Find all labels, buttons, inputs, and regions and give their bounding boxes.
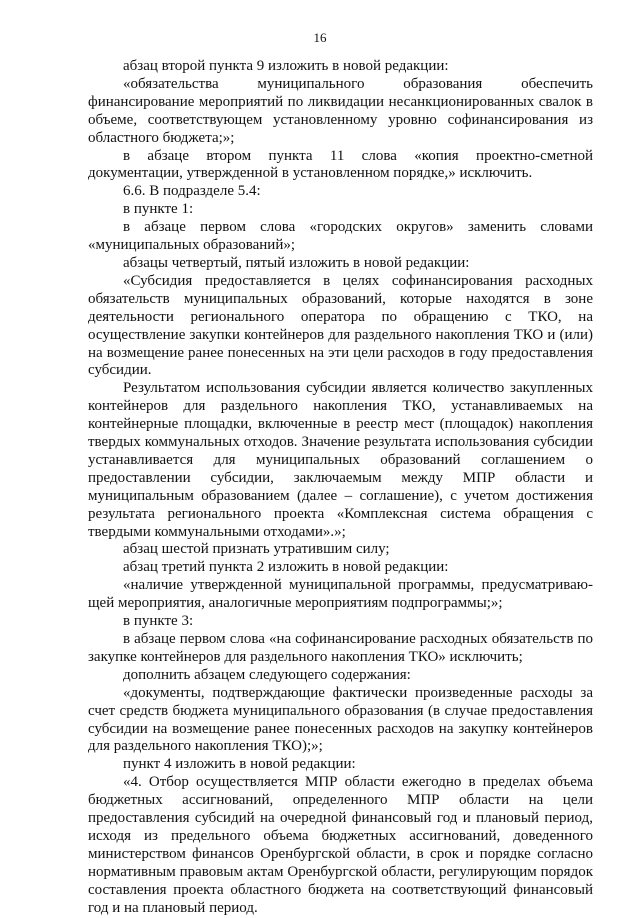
paragraph: пункт 4 изложить в новой редакции:	[123, 756, 356, 773]
paragraph: в пункте 1:	[123, 201, 194, 218]
paragraph: «Субсидия предоставляется в целях софинансирования расходных обязательств муниципальных образований, которые находятся в зоне деятельности регионального оператора по обращению с ТКО, на осуществление закупки контейнеров для раздельного накопления ТКО и (или) на возмещение ранее понесенных на эти цели расходов в году предоставления субсидии.	[88, 272, 593, 379]
paragraph: в пункте 3:	[123, 613, 194, 630]
paragraph: абзац третий пункта 2 изложить в новой редакции:	[123, 559, 449, 576]
paragraph: «документы, подтверждающие фактически произведенные расходы за счет средств бюджета муниципального образования (в случае предоставления субсидии на возмещение ранее понесенных расходов на закупку контейнеров для раздельного накопления ТКО);»;	[88, 684, 593, 755]
paragraph: дополнить абзацем следующего содержания:	[123, 666, 411, 683]
paragraph: абзац второй пункта 9 изложить в новой редакции:	[123, 58, 449, 74]
paragraph: «4. Отбор осуществляется МПР области ежегодно в пределах объема бюджетных ассигнований, определенного МПР области на цели предоставления субсидий на очередной финансовый год и плановый период, исходя из предельного объема бюджетных ассигнований, доведенного министерством финансов Оренбургской области, в срок и порядке согласно нормативным правовым актам Оренбургской области, регулирующим порядок составления проекта областного бюджета на соответствующий финансовый год и на плановый период.	[88, 774, 593, 916]
document-body	[88, 58, 593, 918]
paragraph: абзацы четвертый, пятый изложить в новой редакции:	[123, 254, 470, 271]
paragraph: Результатом использования субсидии является количество закупленных контейнеров для раздельного накопления ТКО, устанавливаемых на контейнерные площадки, включенные в реестр мест (площадок) накопления твердых коммунальных отходов. Значение результата использования субсидии устанавливается для муниципальных образований соглашением о предоставлении субсидии, заключаемым между МПР области и муниципальным образованием (далее – соглашение), с учетом достижения результата регионального проекта «Комплексная система обращения с твердыми коммунальными отходами».»;	[88, 380, 593, 540]
paragraph: «наличие утвержденной муниципальной программы, предусматривающей мероприятия, аналогичные мероприятиям подпрограммы;»;	[88, 577, 593, 612]
paragraph: 6.6. В подразделе 5.4:	[123, 183, 261, 200]
paragraph: абзац шестой признать утратившим силу;	[123, 541, 390, 558]
paragraph: «обязательства муниципального образования обеспечить финансирование мероприятий по ликвидации несанкционированных свалок в объеме, соответствующем установленному уровню софинансирования из областного бюджета;»;	[88, 75, 593, 146]
paragraph: в абзаце втором пункта 11 слова «копия проектно-сметной документации, утвержденной в установленном порядке,» исключить.	[88, 147, 593, 182]
page-number: 16	[313, 30, 327, 45]
paragraph: в абзаце первом слова «городских округов» заменить словами «муниципальных образований»;	[88, 219, 593, 254]
paragraph: в абзаце первом слова «на софинансирование расходных обязательств по закупке контейнеров для раздельного накопления ТКО» исключить;	[88, 631, 593, 665]
